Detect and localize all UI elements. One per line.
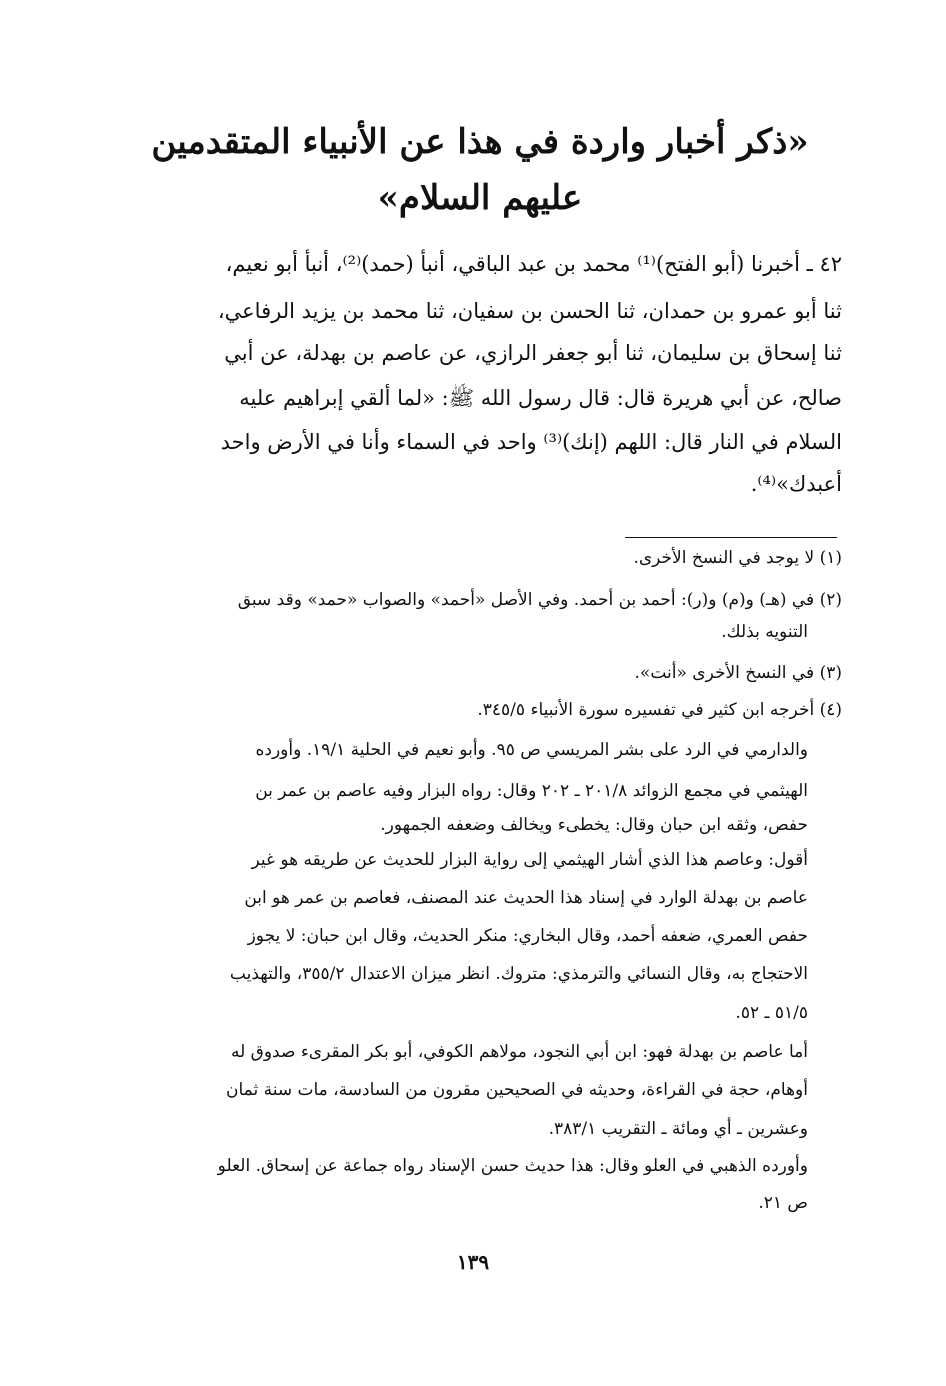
footnote-line: أوهام، حجة في القراءة، وحديثه في الصحيحين مقرون من السادسة، مات سنة ثمان xyxy=(225,1080,808,1100)
footnote-line: حفص العمري، ضعفه أحمد، وقال البخاري: منكر الحديث، وقال ابن حبان: لا يجوز xyxy=(247,926,808,946)
footnote-line: (٤) أخرجه ابن كثير في تفسيره سورة الأنبياء ٣٤٥/٥. xyxy=(477,700,842,720)
page-number: ١٣٩ xyxy=(456,1250,490,1274)
section-heading-line-2: عليهم السلام» xyxy=(377,178,583,218)
footnote-line: (٣) في النسخ الأخرى «أنت». xyxy=(634,663,842,683)
footnote-line: حفص، وثقه ابن حبان وقال: يخطىء ويخالف وضعفه الجمهور. xyxy=(380,815,808,835)
hadith-line: صالح، عن أبي هريرة قال: قال رسول الله ﷺ: «لما ألقي إبراهيم عليه xyxy=(239,386,842,410)
footnote-line: أما عاصم بن بهدلة فهو: ابن أبي النجود، مولاهم الكوفي، أبو بكر المقرىء صدوق له xyxy=(230,1042,808,1062)
hadith-line: ٤٢ ـ أخبرنا (أبو الفتح)⁽¹⁾ محمد بن عبد الباقي، أنبأ (حمد)⁽²⁾، أنبأ أبو نعيم، xyxy=(225,252,842,276)
footnote-line: أقول: وعاصم هذا الذي أشار الهيثمي إلى رواية البزار للحديث عن طريقه هو غير xyxy=(251,850,808,870)
footnote-line: ص ٢١. xyxy=(758,1193,808,1213)
footnote-line: وعشرين ـ أي ومائة ـ التقريب ٣٨٣/١. xyxy=(548,1119,808,1139)
footnote-line: (١) لا يوجد في النسخ الأخرى. xyxy=(633,548,842,568)
footnote-line: عاصم بن بهدلة الوارد في إسناد هذا الحديث عند المصنف، فعاصم بن عمر هو ابن xyxy=(244,888,808,908)
footnote-line: وأورده الذهبي في العلو وقال: هذا حديث حسن الإسناد رواه جماعة عن إسحاق. العلو xyxy=(217,1156,808,1176)
footnote-separator xyxy=(625,537,837,538)
hadith-line: أعبدك»⁽⁴⁾. xyxy=(750,472,842,496)
footnote-line: الهيثمي في مجمع الزوائد ٢٠١/٨ ـ ٢٠٢ وقال: رواه البزار وفيه عاصم بن عمر بن xyxy=(255,781,808,801)
section-heading-line-1: «ذكر أخبار واردة في هذا عن الأنبياء المتقدمين xyxy=(151,122,809,162)
hadith-line: ثنا أبو عمرو بن حمدان، ثنا الحسن بن سفيان، ثنا محمد بن يزيد الرفاعي، xyxy=(217,299,842,323)
hadith-line: السلام في النار قال: اللهم (إنك)⁽³⁾ واحد في السماء وأنا في الأرض واحد xyxy=(220,430,842,454)
footnote-line: التنويه بذلك. xyxy=(721,622,808,642)
footnote-line: الاحتجاج به، وقال النسائي والترمذي: متروك. انظر ميزان الاعتدال ٣٥٥/٢، والتهذيب xyxy=(229,964,808,984)
footnote-line: ٥١/٥ ـ ٥٢. xyxy=(735,1003,808,1023)
footnote-line: (٢) في (هـ) و(م) و(ر): أحمد بن أحمد. وفي الأصل «أحمد» والصواب «حمد» وقد سبق xyxy=(237,590,842,610)
hadith-line: ثنا إسحاق بن سليمان، ثنا أبو جعفر الرازي، عن عاصم بن بهدلة، عن أبي xyxy=(224,341,842,365)
footnote-line: والدارمي في الرد على بشر المريسي ص ٩٥. وأبو نعيم في الحلية ١٩/١. وأورده xyxy=(255,740,808,760)
